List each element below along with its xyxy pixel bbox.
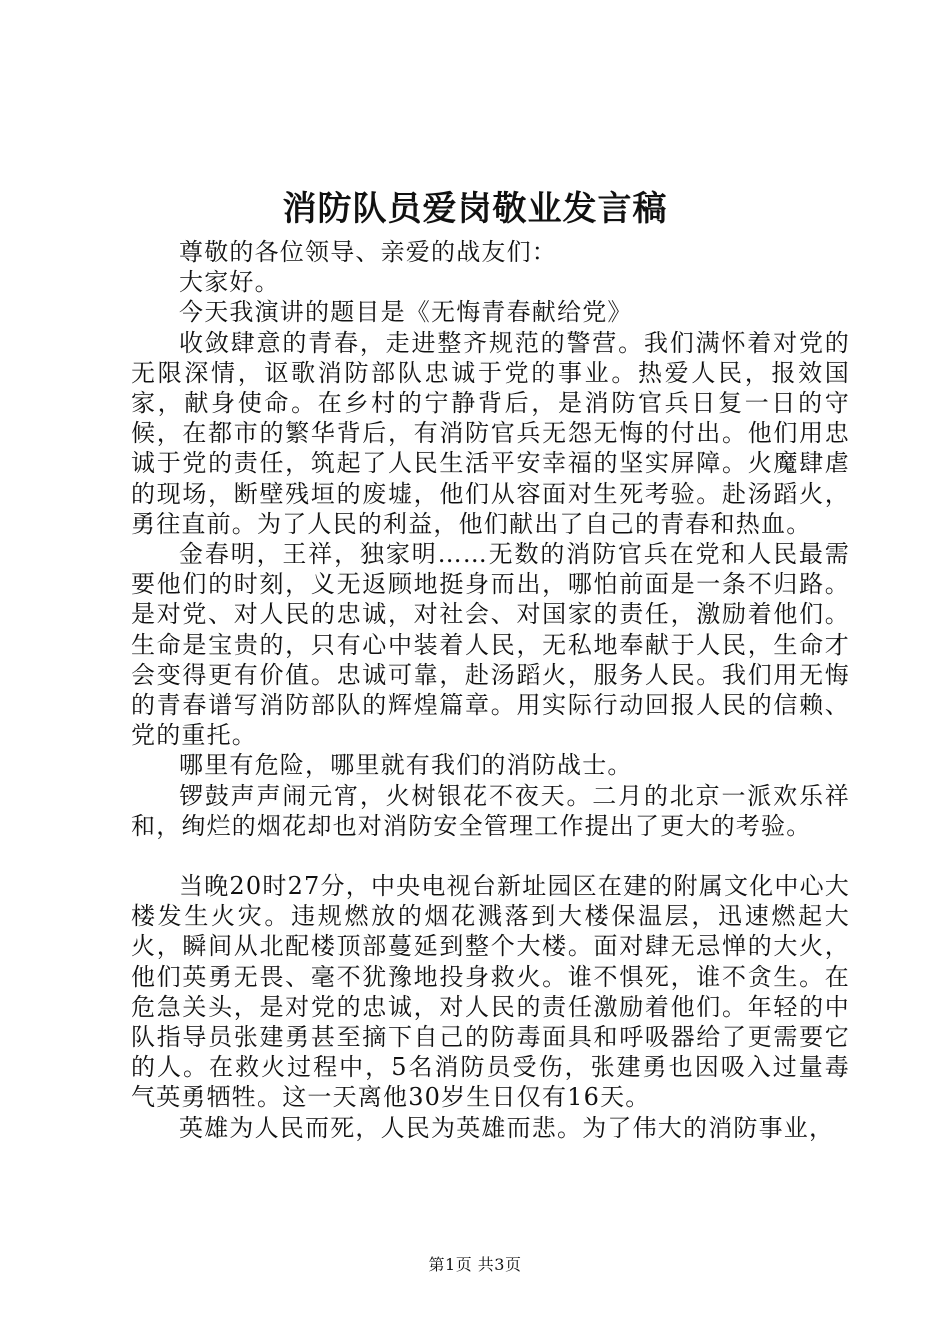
document-title: 消防队员爱岗敬业发言稿 bbox=[282, 189, 668, 229]
body-paragraph: 金春明，王祥，独家明……无数的消防官兵在党和人民最需要他们的时刻，义无返顾地挺身而出，哪怕前面是一条不归路。是对党、对人民的忠诚，对社会、对国家的责任，激励着他们。生命是宝贵的，只有心中装着人民，无私地奉献于人民，生命才会变得更有价值。忠诚可靠，赴汤蹈火，服务人民。我们用无悔的青春谱写消防部队的辉煌篇章。用实际行动回报人民的信赖、党的重托。 bbox=[131, 540, 850, 750]
body-paragraph: 锣鼓声声闹元宵，火树银花不夜天。二月的北京一派欢乐祥和，绚烂的烟花却也对消防安全管理工作提出了更大的考验。 bbox=[131, 781, 850, 840]
body-paragraph: 英雄为人民而死，人民为英雄而悲。为了伟大的消防事业， bbox=[179, 1113, 835, 1142]
body-paragraph: 哪里有危险，哪里就有我们的消防战士。 bbox=[179, 751, 633, 780]
topic-paragraph: 今天我演讲的题目是《无悔青春献给党》 bbox=[179, 298, 633, 327]
body-paragraph: 收敛肆意的青春，走进整齐规范的警营。我们满怀着对党的无限深情，讴歌消防部队忠诚于党的事业。热爱人民，报效国家，献身使命。在乡村的宁静背后，是消防官兵日复一日的守候，在都市的繁华背后，有消防官兵无怨无悔的付出。他们用忠诚于党的责任，筑起了人民生活平安幸福的坚实屏障。火魔肆虐的现场，断壁残垣的废墟，他们从容面对生死考验。赴汤蹈火，勇往直前。为了人民的利益，他们献出了自己的青春和热血。 bbox=[131, 328, 850, 538]
salutation-paragraph: 尊敬的各位领导、亲爱的战友们： bbox=[179, 238, 557, 266]
page-number-footer: 第1页 共3页 bbox=[428, 1255, 522, 1274]
document-body bbox=[131, 237, 850, 1143]
body-paragraph: 当晚20时27分，中央电视台新址园区在建的附属文化中心大楼发生火灾。违规燃放的烟花溅落到大楼保温层，迅速燃起大火，瞬间从北配楼顶部蔓延到整个大楼。面对肆无忌惮的大火，他们英勇无畏、毫不犹豫地投身救火。谁不惧死，谁不贪生。在危急关头，是对党的忠诚，对人民的责任激励着他们。年轻的中队指导员张建勇甚至摘下自己的防毒面具和呼吸器给了更需要它的人。在救火过程中，5名消防员受伤，张建勇也因吸入过量毒气英勇牺牲。这一天离他30岁生日仅有16天。 bbox=[131, 872, 850, 1112]
greeting-paragraph: 大家好。 bbox=[179, 268, 280, 297]
